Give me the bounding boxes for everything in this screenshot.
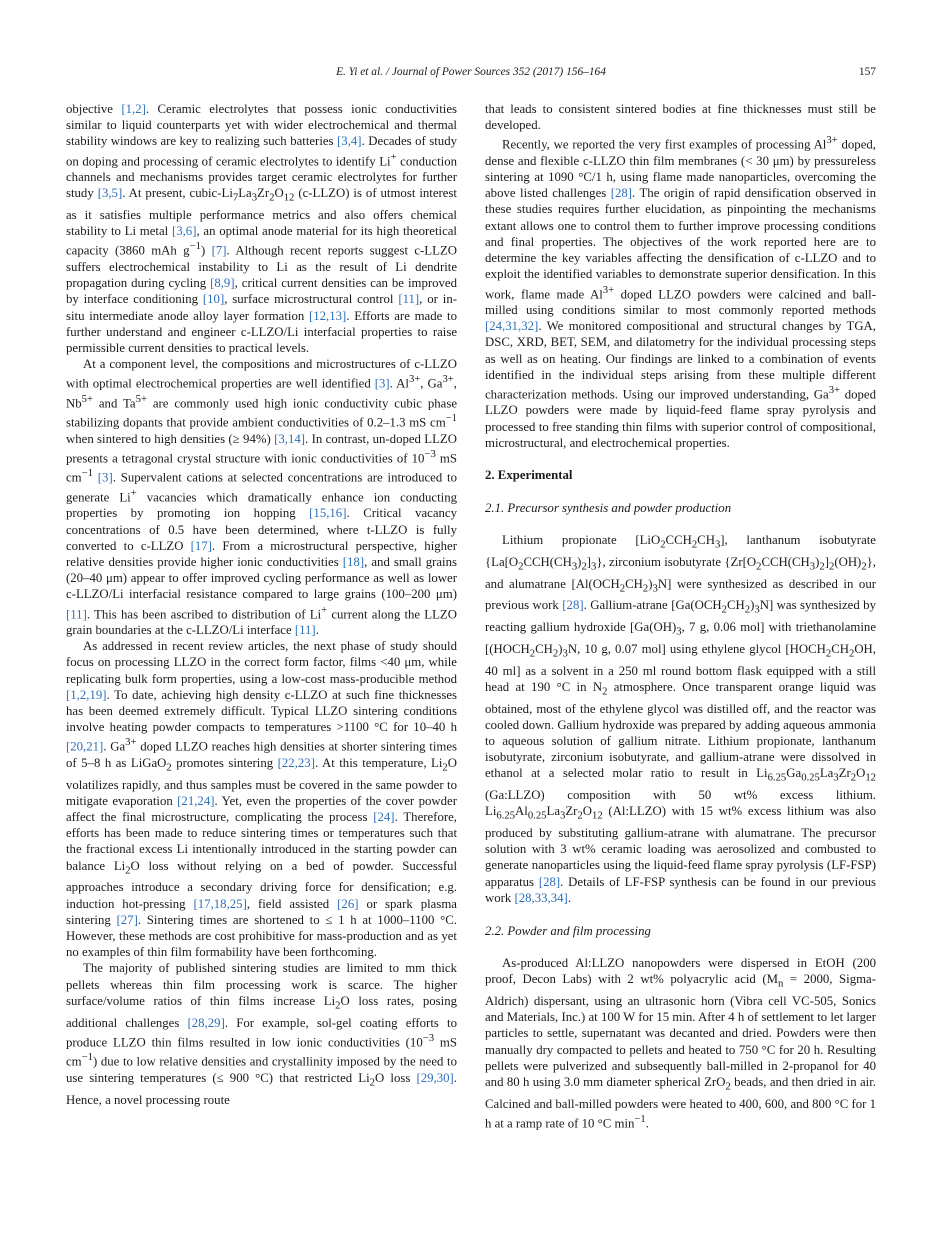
paragraph: The majority of published sintering studies are limited to mm thick pellets whereas thin film processing work is scarce. The higher surface/volume ratios of thin films increase $Li_2O$ loss rates, posing additional challenges [28,29]. For example, sol-gel coating efforts to produce LLZO thin films resulted in low ionic conductivities ($10^{-3}$ mS $cm^{-1}$) due to low relative densities and crystallinity imposed by the need to use sintering temperatures (≤ 900 °C) that restricted $Li_2O$ loss [29,30]. Hence, a novel processing route	[66, 961, 457, 1107]
citation-link[interactable]: [1,2,19]	[66, 687, 107, 702]
subscript: 2	[850, 772, 857, 784]
subscript: 3	[652, 583, 658, 595]
subscript: 2	[825, 648, 832, 660]
section-heading: 2. Experimental	[485, 468, 573, 483]
subscript: 2	[602, 686, 608, 698]
subscript: 3	[833, 772, 839, 784]
subscript: 2	[642, 583, 649, 595]
citation-link[interactable]: [17,18,25]	[193, 896, 247, 911]
citation-link[interactable]: [29,30]	[416, 1070, 454, 1085]
subscript: 3	[251, 192, 258, 204]
journal-citation: E. Yi et al. / Journal of Power Sources 352 (2017) 156–164	[336, 66, 606, 78]
subscript: 2	[335, 1000, 341, 1012]
subscript: 2	[721, 604, 727, 616]
left-column	[66, 101, 457, 1108]
citation-link[interactable]: [3,6]	[171, 224, 197, 239]
subscript: 2	[725, 1081, 731, 1093]
citation-link[interactable]: [24]	[373, 810, 395, 825]
citation-link[interactable]: [7]	[211, 243, 227, 258]
subsection-heading: 2.2. Powder and film processing	[485, 924, 651, 939]
subscript: 2	[819, 561, 825, 573]
subscript: 2	[442, 762, 448, 774]
subscript: 12	[865, 772, 876, 784]
superscript: 5+	[135, 393, 147, 405]
superscript: −1	[445, 413, 457, 425]
subscript: 3	[714, 539, 721, 551]
subscript: 2	[577, 810, 583, 822]
citation-link[interactable]: [17]	[190, 538, 212, 553]
paragraph: As-produced Al:LLZO nanopowders were dispersed in EtOH (200 proof, Decon Labs) with 2 wt% polyacrylic acid ($M_n = 2000$, Sigma-Aldrich) dispersant, using an ultrasonic horn (Vibra cell VC-505, Sonics and Materials, Inc.) at 100 W for 15 min. After 4 h of settlement to let larger particles to settle, supernatant was decanted and dried. Powders were then manually dry compacted to pellets and heated to 750 °C for 20 h. Resulting pellets were pulverized and subsequently ball-milled in 2-propanol for 40 and 80 h using 3.0 mm diameter spherical ZrO$_2$ beads, and then dried in air. Calcined and ball-milled powders were heated to 400, 600, and 800 °C for 1 h at a ramp rate of 10 °C $\min^{-1}$.	[485, 956, 877, 1131]
subscript: 2	[848, 648, 855, 660]
citation-link[interactable]: [27]	[116, 912, 138, 927]
subscript: 3	[809, 561, 816, 573]
superscript: −1	[634, 1113, 646, 1125]
subscript: 2	[269, 192, 275, 204]
right-column	[485, 101, 876, 1131]
citation-link[interactable]: [3]	[374, 376, 390, 391]
subscript: 2	[756, 561, 762, 573]
citation-link[interactable]: [3,14]	[274, 431, 306, 446]
subscript: 3	[560, 810, 566, 822]
citation-link[interactable]: [22,23]	[277, 755, 315, 770]
citation-link[interactable]: [28]	[538, 874, 561, 889]
citation-link[interactable]: [11]	[398, 292, 420, 307]
subscript: 2	[518, 561, 524, 573]
subscript: 3	[591, 561, 597, 573]
page-number: 157	[858, 66, 876, 78]
citation-link[interactable]: [1,2]	[121, 102, 146, 116]
superscript: −1	[81, 1052, 93, 1064]
citation-link[interactable]: [26]	[337, 896, 359, 911]
superscript: 3+	[408, 374, 421, 386]
citation-link[interactable]: [10]	[202, 292, 225, 307]
superscript: 3+	[828, 384, 841, 396]
subscript: 7	[232, 192, 239, 204]
citation-link[interactable]: [3,4]	[337, 134, 362, 149]
citation-link[interactable]: [28,29]	[187, 1015, 225, 1030]
subscript: 6.25	[496, 810, 516, 822]
citation-link[interactable]: [21,24]	[177, 793, 215, 808]
subscript: 2	[369, 1077, 375, 1089]
subscript: 2	[619, 583, 626, 595]
paragraph: that leads to consistent sintered bodies at fine thicknesses must still be developed.	[485, 102, 876, 133]
superscript: 3+	[442, 374, 454, 386]
paragraph: Recently, we reported the very first examples of processing $Al^{3+}$ doped, dense and flexible c-LLZO thin film membranes (< 30 μm) by pressureless sintering at 1090 °C/1 h, using flame made nanoparticles, overcoming the above listed challenges [28]. The origin of rapid densification observed in these studies requires further elucidation, as pinpointing the mechanisms extant allows one to control them to further improve processing conditions and final properties. The objectives of the work reported here are to determine the key variables affecting the densification of c-LLZO and to exploit the identified variables to demonstrate superior densification. In this work, flame made $Al^{3+}$ doped LLZO powders were calcined and ball-milled using conditions similar to most commonly reported methods [24,31,32]. We monitored compositional and structural changes by TGA, DSC, XRD, BET, SEM, and dilatometry for the individual processing steps as well as on heating. Our findings are linked to a combination of events identified in the individual steps arising from these multiple different characterization methods. Using our improved understanding, $Ga^{3+}$ doped LLZO powders were made by liquid-feed flame spray pyrolysis and processed to free standing thin films with superior control of compositional, microstructural, and electrochemical properties.	[485, 135, 876, 450]
citation-link[interactable]: [11]	[294, 623, 316, 638]
paragraph: Lithium propionate $[LiO_2CCH_2CH_3]$, lanthanum isobutyrate $\{La[O_2CCH(CH_3)_2]_3\}$, zirconium isobutyrate $\{Zr[O_2CCH(CH_3)_2]_2(OH)_2\}$, and alumatrane $[Al(OCH_2CH_2)_3N]$ were synthesized as described in our previous work [28]. Gallium-atrane $[Ga(OCH_2CH_2)_3N]$ was synthesized by reacting gallium hydroxide [$Ga(OH)_3$, 7 g, 0.06 mol] with triethanolamine [$(HOCH_2CH_2)_3N$, 10 g, 0.07 mol] using ethylene glycol [$HOCH_2CH_2OH$, 40 ml] as a solvent in a 250 ml round bottom flask equipped with a still head at 190 °C in $N_2$ atmosphere. Once transparent orange liquid was obtained, most of the ethylene glycol was distilled off, and the reactor was cooled down. Gallium hydroxide was prepared by adding aqueous ammonia to aqueous solution of gallium nitrate. Lithium propionate, lanthanum isobutyrate, zirconium isobutyrate, and gallium-atrane were dissolved in ethanol at a selected molar ratio to result in $Li_{6.25}Ga_{0.25}La_3Zr_2O_{12}$ (Ga:LLZO) composition with 50 wt% excess lithium. $Li_{6.25}Al_{0.25}La_3Zr_2O_{12}$ (Al:LLZO) with 15 wt% excess lithium was also produced by substituting gallium-atrane with alumatrane. The precursor solution with 3 wt% ceramic loading was aerosolized and combusted to generate nanoparticles using the liquid-feed flame spray pyrolysis (LF-FSP) apparatus [28]. Details of LF-FSP synthesis can be found in our previous work [28,33,34].	[485, 533, 877, 905]
superscript: +	[390, 151, 397, 163]
subscript: 2	[660, 539, 666, 551]
subscript: 3	[562, 648, 568, 660]
citation-link[interactable]: [28]	[610, 186, 633, 201]
paragraph: objective [1,2]. Ceramic electrolytes that possess ionic conductivities similar to liquid counterparts yet with wider electrochemical and thermal stability windows are key to realizing such batteries [3,4]. Decades of study on doping and processing of ceramic electrolytes to identify Li+ conduction channels and mechanisms provides target ceramic electrolytes for further study [3,5]. At present, cubic-$Li_7La_3Zr_2O_{12}$ (c-LLZO) is of utmost interest as it satisfies multiple performance metrics and also offers chemical stability to Li metal [3,6], an optimal anode material for its high theoretical capacity (3860 mAh $g^{-1}$) [7]. Although recent reports suggest c-LLZO suffers electrochemical instability to Li as the result of Li dendrite propagation during cycling [8,9], critical current densities can be improved by interface conditioning [10], surface microstructural control [11], or in-situ intermediate anode alloy layer formation [12,13]. Efforts are made to further understand and engineer c-LLZO/Li interfacial properties to raise permissible current densities to practical levels.	[66, 102, 458, 355]
superscript: +	[321, 604, 328, 616]
citation-link[interactable]: [8,9]	[210, 276, 235, 291]
subsection-heading: 2.1. Precursor synthesis and powder production	[485, 501, 732, 516]
subscript: 12	[592, 810, 603, 822]
subscript: 6.25	[767, 772, 787, 784]
citation-link[interactable]: [11]	[66, 606, 87, 621]
subscript: 2	[125, 865, 131, 877]
citation-link[interactable]: [28,33,34]	[514, 890, 568, 905]
citation-link[interactable]: [15,16]	[309, 506, 347, 521]
superscript: +	[130, 487, 137, 499]
subscript: 2	[691, 539, 698, 551]
citation-link[interactable]: [20,21]	[66, 739, 104, 754]
subscript: 2	[166, 762, 172, 774]
subscript: 3	[571, 561, 578, 573]
citation-link[interactable]: [24,31,32]	[485, 319, 539, 334]
subscript: 3	[754, 604, 760, 616]
superscript: −3	[422, 1032, 435, 1044]
citation-link[interactable]: [3,5]	[97, 186, 123, 201]
superscript: −1	[81, 468, 93, 480]
subscript: 0.25	[801, 772, 820, 784]
superscript: 3+	[826, 135, 838, 147]
subscript: 0.25	[527, 810, 547, 822]
citation-link[interactable]: [12,13]	[308, 308, 347, 323]
subscript: 12	[283, 192, 295, 204]
subscript: 2	[552, 648, 559, 660]
superscript: 5+	[81, 393, 93, 405]
subscript: 2	[861, 561, 867, 573]
subscript: 2	[744, 604, 751, 616]
superscript: 3+	[125, 737, 137, 749]
subscript: 2	[529, 648, 536, 660]
subscript: 2	[828, 561, 835, 573]
subscript: 3	[676, 626, 682, 638]
superscript: −3	[424, 448, 436, 460]
citation-link[interactable]: [18]	[342, 554, 365, 569]
running-header	[66, 66, 876, 84]
subscript: n	[778, 978, 784, 990]
superscript: −1	[189, 241, 201, 253]
subscript: 2	[581, 561, 587, 573]
paragraph: As addressed in recent review articles, the next phase of study should focus on processing LLZO in the correct form factor, films <40 μm, while replicating bulk form properties, using a low-cost mass-producible method [1,2,19]. To date, achieving high density c-LLZO at such fine thicknesses has been deemed extremely difficult. Typical LLZO sintering conditions involve heating powder compacts to temperatures >1100 °C for 10–40 h [20,21]. $Ga^{3+}$ doped LLZO reaches high densities at shorter sintering times of 5–8 h as LiGaO$_2$ promotes sintering [22,23]. At this temperature, $Li_2O$ volatilizes rapidly, and thus samples must be covered in the same powder to mitigate evaporation [21,24]. Yet, even the properties of the cover powder affect the final microstructure, complicating the process [24]. Therefore, efforts has been made to reduce sintering times or temperatures such that the fractional excess Li intentionally introduced in the starting powder can balance $Li_2O$ loss without relying on a bed of powder. Successful approaches introduce a secondary driving force for densification; e.g. induction hot-pressing [17,18,25], field assisted [26] or spark plasma sintering [27]. Sintering times are shortened to ≤ 1 h at 1000–1100 °C. However, these methods are cost prohibitive for mass-production and as yet no examples of thin film formability have been forthcoming.	[66, 639, 457, 960]
paragraph: At a component level, the compositions and microstructures of c-LLZO with optimal electrochemical properties are well identified [3]. $Al^{3+}$, $Ga^{3+}$, $Nb^{5+}$ and $Ta^{5+}$ are commonly used high ionic conductivity cubic phase stabilizing dopants that provide ambient conductivities of 0.2–1.3 mS $cm^{-1}$ when sintered to high densities (≥ 94%) [3,14]. In contrast, un-doped LLZO presents a tetragonal crystal structure with ionic conductivities of $10^{-3}$ mS $cm^{-1}$ [3]. Supervalent cations at selected concentrations are introduced to generate Li+ vacancies which dramatically enhance ion conducting properties by promoting ion hopping [15,16]. Critical vacancy concentrations of 0.5 have been determined, where t-LLZO is fully converted to c-LLZO [17]. From a microstructural perspective, higher relative densities provide higher ionic conductivities [18], and small grains (20–40 μm) appear to offer improved cycling performance as well as lower c-LLZO/Li interfacial resistance compared to large grains (100–200 μm) [11]. This has been ascribed to distribution of Li+ current along the LLZO grain boundaries at the c-LLZO/Li interface [11].	[66, 357, 457, 638]
citation-link[interactable]: [3]	[97, 470, 113, 485]
citation-link[interactable]: [28]	[562, 598, 584, 613]
superscript: 3+	[602, 284, 615, 296]
